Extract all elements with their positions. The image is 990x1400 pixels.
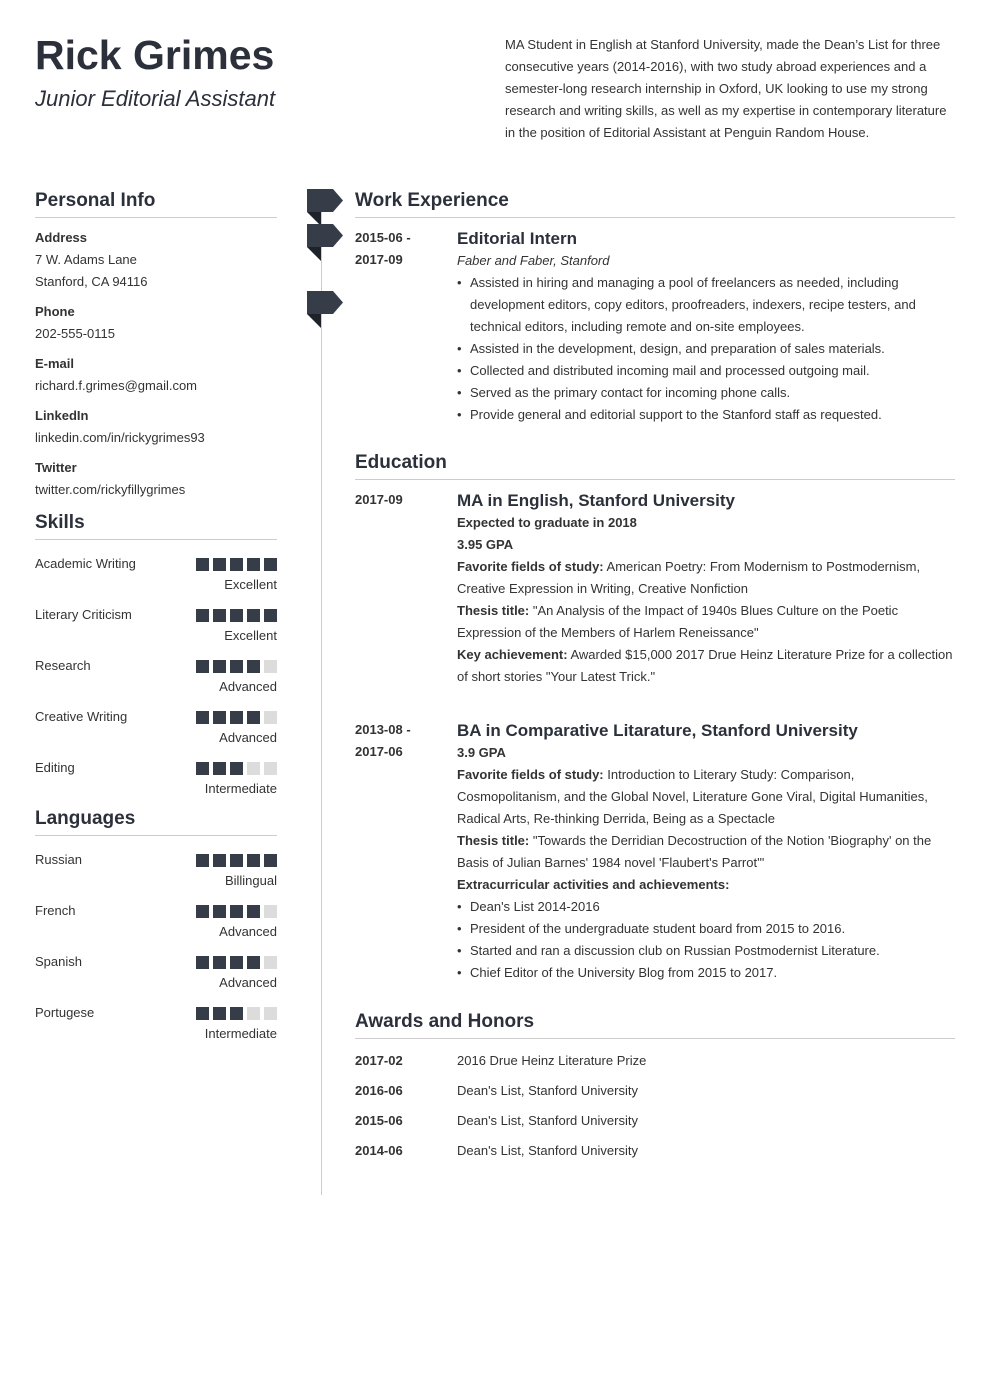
bullet-item: • Dean's List 2014-2016 [457, 896, 955, 918]
work-heading: Work Experience [355, 187, 955, 218]
rating-name: Literary Criticism [35, 607, 132, 622]
entry-date [355, 227, 457, 426]
rating-dots [196, 905, 277, 918]
awards-heading: Awards and Honors [355, 1008, 955, 1039]
bullet-item: • Collected and distributed incoming mail and processed outgoing mail. [457, 360, 955, 382]
empty-square-icon [264, 905, 277, 918]
award-date: 2017-02 [355, 1053, 403, 1068]
rating-level: Billingual [224, 873, 277, 888]
personal-label: Address [35, 230, 88, 245]
filled-square-icon [264, 854, 277, 867]
filled-square-icon [264, 558, 277, 571]
entry-detail [457, 742, 955, 764]
award-date: 2016-06 [355, 1083, 403, 1098]
filled-square-icon [247, 609, 260, 622]
date-end: 2017-06 [355, 744, 403, 759]
rating-name: Russian [35, 852, 82, 867]
rating-level: Advanced [219, 679, 277, 694]
personal-value: richard.f.grimes@gmail.com [35, 378, 198, 393]
personal-info-heading: Personal Info [35, 187, 277, 218]
award-item [355, 1076, 955, 1106]
rating-name: Academic Writing [35, 556, 136, 571]
language-item [35, 845, 277, 896]
detail-text: "Towards the Derridian Decostruction of the Notion 'Biography' on the Basis of Julian Barnes' 1984 novel 'Flaubert's Parrot'" [457, 833, 932, 870]
filled-square-icon [196, 956, 209, 969]
detail-label: Favorite fields of study: [457, 559, 604, 574]
personal-value: twitter.com/rickyfillygrimes [35, 482, 186, 497]
filled-square-icon [247, 956, 260, 969]
detail-label: 3.9 GPA [457, 745, 506, 760]
left-column [35, 187, 277, 1049]
date-start: 2013-08 - [355, 722, 411, 737]
date-end: 2017-09 [355, 252, 403, 267]
filled-square-icon [196, 1007, 209, 1020]
timeline-line [321, 212, 322, 1195]
award-title: Dean's List, Stanford University [457, 1113, 638, 1128]
personal-item [35, 227, 277, 293]
date-start: 2017-09 [355, 492, 403, 507]
detail-label: Thesis title: [457, 833, 530, 848]
right-column [355, 187, 955, 1166]
empty-square-icon [264, 660, 277, 673]
filled-square-icon [264, 609, 277, 622]
skill-item [35, 549, 277, 600]
personal-label: Phone [35, 304, 75, 319]
filled-square-icon [230, 660, 243, 673]
bullet-item: • Chief Editor of the University Blog from 2015 to 2017. [457, 962, 955, 984]
entry-date [355, 719, 457, 984]
filled-square-icon [230, 762, 243, 775]
entry-detail [457, 830, 955, 874]
detail-label: Thesis title: [457, 603, 530, 618]
filled-square-icon [247, 660, 260, 673]
rating-name: Editing [35, 760, 75, 775]
work-entry [355, 227, 955, 426]
personal-item [35, 353, 277, 397]
filled-square-icon [196, 762, 209, 775]
detail-label: 3.95 GPA [457, 537, 514, 552]
entry-date [355, 489, 457, 688]
detail-label: Extracurricular activities and achievements: [457, 877, 730, 892]
filled-square-icon [247, 854, 260, 867]
section-flag-icon [307, 224, 343, 261]
personal-label: Twitter [35, 460, 77, 475]
detail-text: Awarded $15,000 2017 Drue Heinz Literature Prize for a collection of short stories "Your Latest Trick." [457, 647, 953, 684]
filled-square-icon [230, 558, 243, 571]
empty-square-icon [264, 956, 277, 969]
rating-level: Excellent [224, 628, 277, 643]
education-section [355, 449, 955, 984]
bullet-item: • Provide general and editorial support to the Stanford staff as requested. [457, 404, 955, 426]
detail-label: Expected to graduate in 2018 [457, 515, 637, 530]
rating-dots [196, 558, 277, 571]
filled-square-icon [196, 905, 209, 918]
entry-company: Faber and Faber, Stanford [457, 253, 610, 268]
summary: MA Student in English at Stanford University, made the Dean’s List for three consecutive years (2014-2016), with two study abroad experiences and a semester-long research internship in Oxford, UK looking to use my strong research and writing skills, as well as my expertise in contemporary literature in the position of Editorial Assistant at Penguin Random House. [505, 37, 947, 140]
rating-name: Research [35, 658, 91, 673]
filled-square-icon [213, 1007, 226, 1020]
filled-square-icon [196, 558, 209, 571]
entry-body [457, 719, 955, 984]
awards-section [355, 1008, 955, 1166]
filled-square-icon [213, 609, 226, 622]
rating-dots [196, 609, 277, 622]
education-entry [355, 489, 955, 688]
rating-level: Intermediate [204, 781, 277, 796]
award-title: Dean's List, Stanford University [457, 1143, 638, 1158]
rating-name: Spanish [35, 954, 82, 969]
personal-label: E-mail [35, 356, 75, 371]
languages-heading: Languages [35, 805, 277, 836]
rating-dots [196, 956, 277, 969]
filled-square-icon [230, 609, 243, 622]
personal-value: 7 W. Adams Lane [35, 252, 137, 267]
rating-dots [196, 711, 277, 724]
languages-list [35, 845, 277, 1049]
skill-item [35, 600, 277, 651]
entry-detail [457, 644, 955, 688]
personal-item [35, 405, 277, 449]
bullet-item: • Assisted in the development, design, and preparation of sales materials. [457, 338, 955, 360]
filled-square-icon [230, 711, 243, 724]
detail-text: "An Analysis of the Impact of 1940s Blues Culture on the Poetic Expression of the Members of Harlem Reneissance" [457, 603, 899, 640]
bullet-item: • Assisted in hiring and managing a pool of freelancers as needed, including development editors, copy editors, proofreaders, indexers, recipe testers, and technical editors, including remote and on-site employees. [457, 272, 955, 338]
rating-level: Advanced [219, 975, 277, 990]
entry-detail [457, 556, 955, 600]
rating-name: Creative Writing [35, 709, 128, 724]
rating-dots [196, 854, 277, 867]
date-start: 2015-06 - [355, 230, 411, 245]
rating-level: Advanced [219, 924, 277, 939]
filled-square-icon [213, 762, 226, 775]
filled-square-icon [213, 956, 226, 969]
skill-item [35, 753, 277, 804]
personal-item [35, 457, 277, 501]
filled-square-icon [247, 711, 260, 724]
award-title: Dean's List, Stanford University [457, 1083, 638, 1098]
job-title: Junior Editorial Assistant [35, 86, 276, 111]
award-item [355, 1136, 955, 1166]
entry-title: MA in English, Stanford University [457, 491, 736, 510]
detail-label: Favorite fields of study: [457, 767, 604, 782]
education-entry [355, 719, 955, 984]
entry-detail [457, 534, 955, 556]
empty-square-icon [264, 1007, 277, 1020]
entry-detail [457, 874, 955, 896]
filled-square-icon [196, 609, 209, 622]
rating-dots [196, 1007, 277, 1020]
personal-value: 202-555-0115 [35, 326, 115, 341]
skill-item [35, 702, 277, 753]
filled-square-icon [247, 558, 260, 571]
filled-square-icon [230, 905, 243, 918]
skill-item [35, 651, 277, 702]
filled-square-icon [213, 905, 226, 918]
rating-name: Portugese [35, 1005, 95, 1020]
bullet-item: • Started and ran a discussion club on Russian Postmodernist Literature. [457, 940, 955, 962]
empty-square-icon [264, 762, 277, 775]
bullet-item: • Served as the primary contact for incoming phone calls. [457, 382, 955, 404]
personal-label: LinkedIn [35, 408, 89, 423]
bullet-list [457, 896, 955, 984]
rating-level: Excellent [224, 577, 277, 592]
filled-square-icon [196, 660, 209, 673]
bullet-list [457, 272, 955, 426]
section-flag-icon [307, 189, 343, 226]
rating-level: Advanced [219, 730, 277, 745]
personal-info [35, 227, 277, 501]
entry-detail [457, 512, 955, 534]
candidate-name: Rick Grimes [35, 32, 275, 78]
filled-square-icon [196, 854, 209, 867]
bullet-item: • President of the undergraduate student board from 2015 to 2016. [457, 918, 955, 940]
filled-square-icon [247, 905, 260, 918]
entry-detail [457, 764, 955, 830]
entry-title: Editorial Intern [457, 229, 577, 248]
award-date: 2015-06 [355, 1113, 403, 1128]
empty-square-icon [247, 762, 260, 775]
entry-body [457, 227, 955, 426]
personal-value: Stanford, CA 94116 [35, 274, 148, 289]
section-flag-icon [307, 291, 343, 328]
personal-item [35, 301, 277, 345]
award-item [355, 1046, 955, 1076]
personal-value: linkedin.com/in/rickygrimes93 [35, 430, 205, 445]
detail-text: American Poetry: From Modernism to Postmodernism, Creative Expression in Writing, Creative Nonfiction [457, 559, 921, 596]
detail-label: Key achievement: [457, 647, 568, 662]
award-item [355, 1106, 955, 1136]
skills-list [35, 549, 277, 804]
detail-text: Introduction to Literary Study: Comparison, Cosmopolitanism, and the Global Novel, Literature Gone Viral, Digital Humanities, Radical Arts, Re-thinking Derrida, Being as a Spectacle [457, 767, 928, 826]
award-title: 2016 Drue Heinz Literature Prize [457, 1053, 647, 1068]
skills-heading: Skills [35, 509, 277, 540]
rating-level: Intermediate [204, 1026, 277, 1041]
filled-square-icon [213, 711, 226, 724]
education-heading: Education [355, 449, 955, 480]
filled-square-icon [213, 558, 226, 571]
entry-body [457, 489, 955, 688]
rating-name: French [35, 903, 76, 918]
work-section [355, 187, 955, 426]
award-date: 2014-06 [355, 1143, 403, 1158]
filled-square-icon [196, 711, 209, 724]
filled-square-icon [230, 956, 243, 969]
empty-square-icon [264, 711, 277, 724]
language-item [35, 998, 277, 1049]
entry-detail [457, 600, 955, 644]
filled-square-icon [213, 854, 226, 867]
entry-title: BA in Comparative Litarature, Stanford University [457, 721, 858, 740]
filled-square-icon [230, 1007, 243, 1020]
language-item [35, 947, 277, 998]
language-item [35, 896, 277, 947]
filled-square-icon [213, 660, 226, 673]
empty-square-icon [247, 1007, 260, 1020]
rating-dots [196, 660, 277, 673]
filled-square-icon [230, 854, 243, 867]
rating-dots [196, 762, 277, 775]
